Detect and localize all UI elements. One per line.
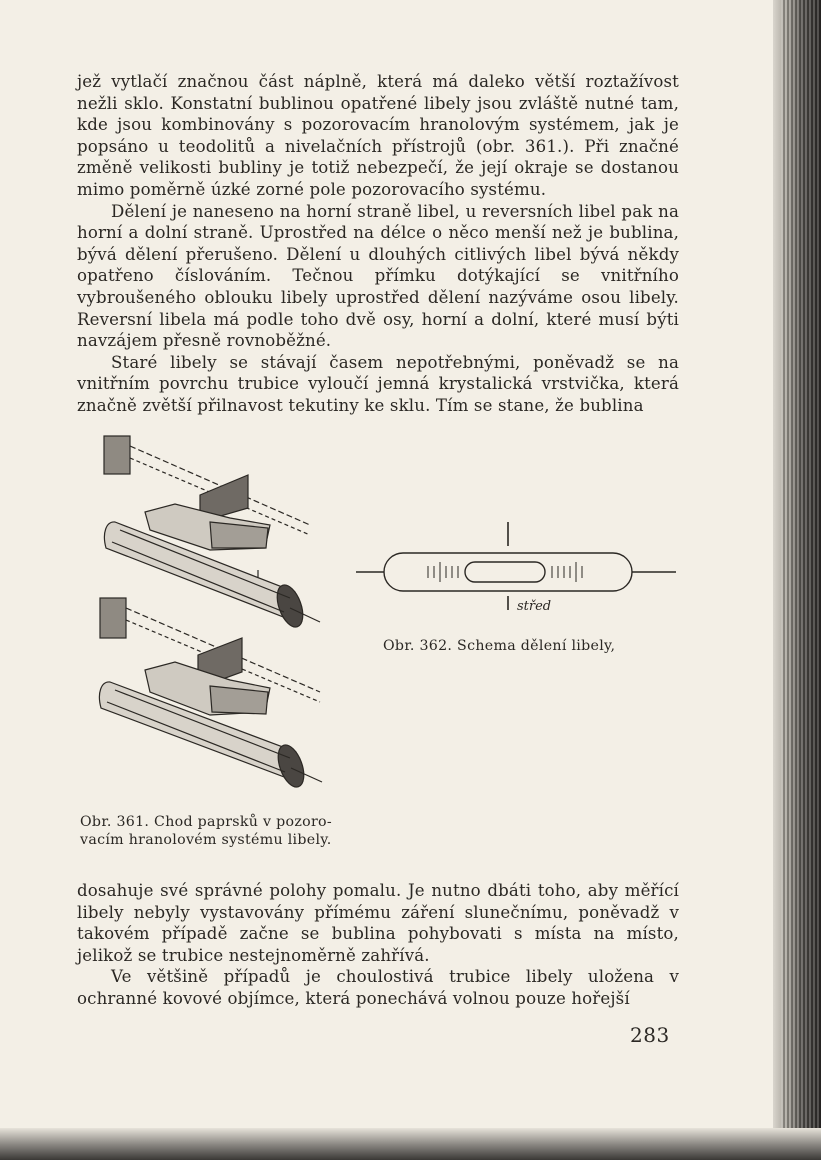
body-text-bottom [77, 880, 679, 1010]
body-text-top [77, 71, 679, 417]
paragraph-5: Ve většině případů je choulostivá trubice libely uložena v ochranné kovové objímce, která ponechává volnou pouze hořejší [77, 967, 679, 1008]
figure-361-drawing [90, 430, 350, 810]
page-bottom-shadow [0, 1128, 821, 1160]
handwritten-label-stred: střed [517, 599, 552, 614]
paragraph-4: dosahuje své správné polohy pomalu. Je nutno dbáti toho, aby měřící libely nebyly vystavovány přímému záření slunečnímu, poněvadž v takovém případě začne se bublina pohybovati s místa na místo, jelikož se trubice nestejnoměrně zahřívá. [77, 881, 679, 965]
figure-361-caption-line-2: vacím hranolovém systému libely. [80, 832, 332, 848]
page-number: 283 [630, 1023, 670, 1047]
figure-362-caption: Obr. 362. Schema dělení libely, [383, 638, 616, 654]
page-edges [781, 0, 821, 1160]
figure-361-caption [80, 813, 380, 849]
paragraph-1: jež vytlačí značnou část náplně, která má daleko větší roztažívost nežli sklo. Konstatní bublinou opatřené libely jsou zvláště nutné tam, kde jsou kombinovány s pozorovacím hranolovým systémem, jak je popsáno u teodolitů a nivelačních přístrojů (obr. 361.). Při značné změně velikosti bubliny je totiž nebezpečí, že její okraje se dostanou mimo poměrně úzké zorné pole pozorovacího systému. [77, 72, 679, 199]
paragraph-2: Dělení je naneseno na horní straně libel, u reversních libel pak na horní a dolní straně. Uprostřed na délce o něco menší než je bublina, bývá dělení přerušeno. Dělení u dlouhých citlivých libel bývá někdy opatřeno číslováním. Tečnou přímku dotýkající se vnitřního vybroušeného oblouku libely uprostřed dělení nazýváme osou libely. Reversní libela má podle toho dvě osy, horní a dolní, které musí býti navzájem přesně rovnoběžné. [77, 201, 679, 351]
figure-361-caption-line-1: Obr. 361. Chod paprsků v pozoro- [80, 814, 332, 830]
figure-362-drawing [350, 520, 680, 620]
paragraph-3: Staré libely se stávají časem nepotřebnými, poněvadž se na vnitřním povrchu trubice vyloučí jemná krystalická vrstvička, která značně zvětší přilnavost tekutiny ke sklu. Tím se stane, že bublina [77, 352, 679, 415]
